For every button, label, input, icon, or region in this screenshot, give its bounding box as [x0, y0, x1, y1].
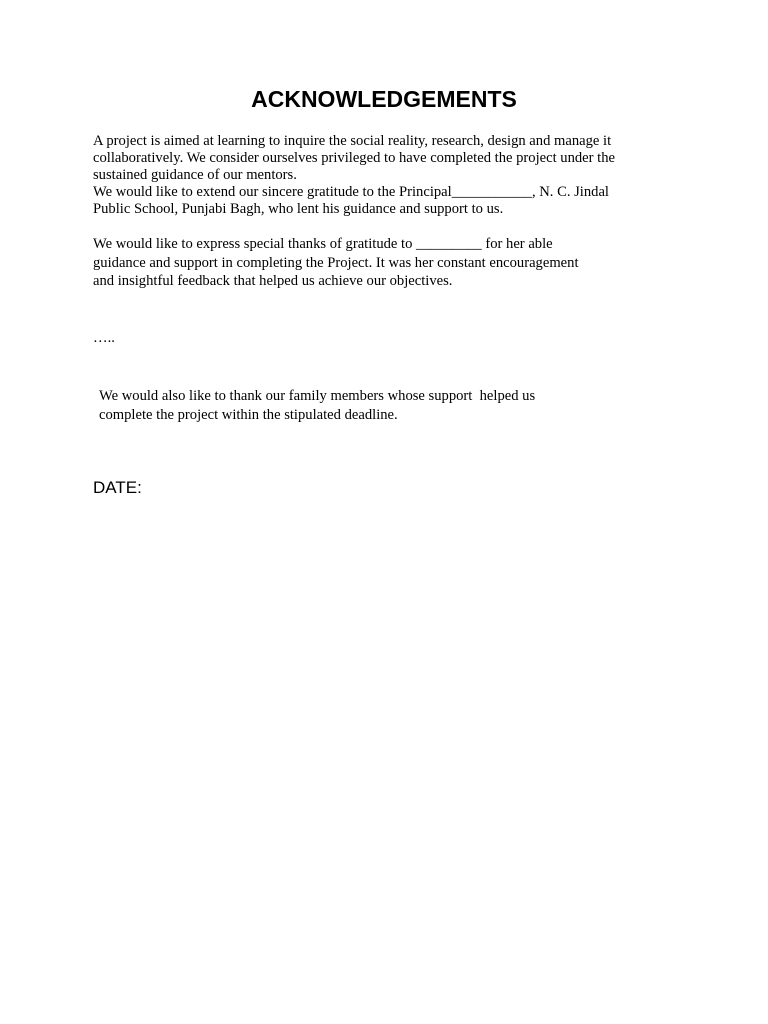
mentor-paragraph — [93, 235, 653, 291]
principal-line-2: Public School, Punjabi Bagh, who lent his guidance and support to us. — [93, 201, 504, 217]
family-paragraph — [99, 387, 619, 424]
intro-paragraph — [93, 133, 673, 184]
intro-line-3: sustained guidance of our mentors. — [93, 167, 297, 183]
principal-line-1: We would like to extend our sincere gratitude to the Principal___________, N. C. Jindal — [93, 184, 609, 200]
family-line-1: We would also like to thank our family members whose support helped us — [99, 388, 536, 404]
mentor-line-2: guidance and support in completing the Project. It was her constant encouragement — [93, 254, 579, 271]
mentor-line-1: We would like to express special thanks of gratitude to _________ for her able — [93, 236, 553, 252]
mentor-line-3: and insightful feedback that helped us achieve our objectives. — [93, 273, 453, 289]
intro-line-2: collaboratively. We consider ourselves privileged to have completed the project under the — [93, 150, 615, 166]
ellipsis-placeholder: ….. — [93, 330, 115, 346]
date-label: DATE: — [93, 478, 142, 497]
family-line-2: complete the project within the stipulated deadline. — [99, 406, 398, 423]
page-title: ACKNOWLEDGEMENTS — [251, 86, 517, 112]
principal-paragraph — [93, 184, 673, 218]
intro-line-1: A project is aimed at learning to inquire the social reality, research, design and manage it — [93, 133, 612, 149]
